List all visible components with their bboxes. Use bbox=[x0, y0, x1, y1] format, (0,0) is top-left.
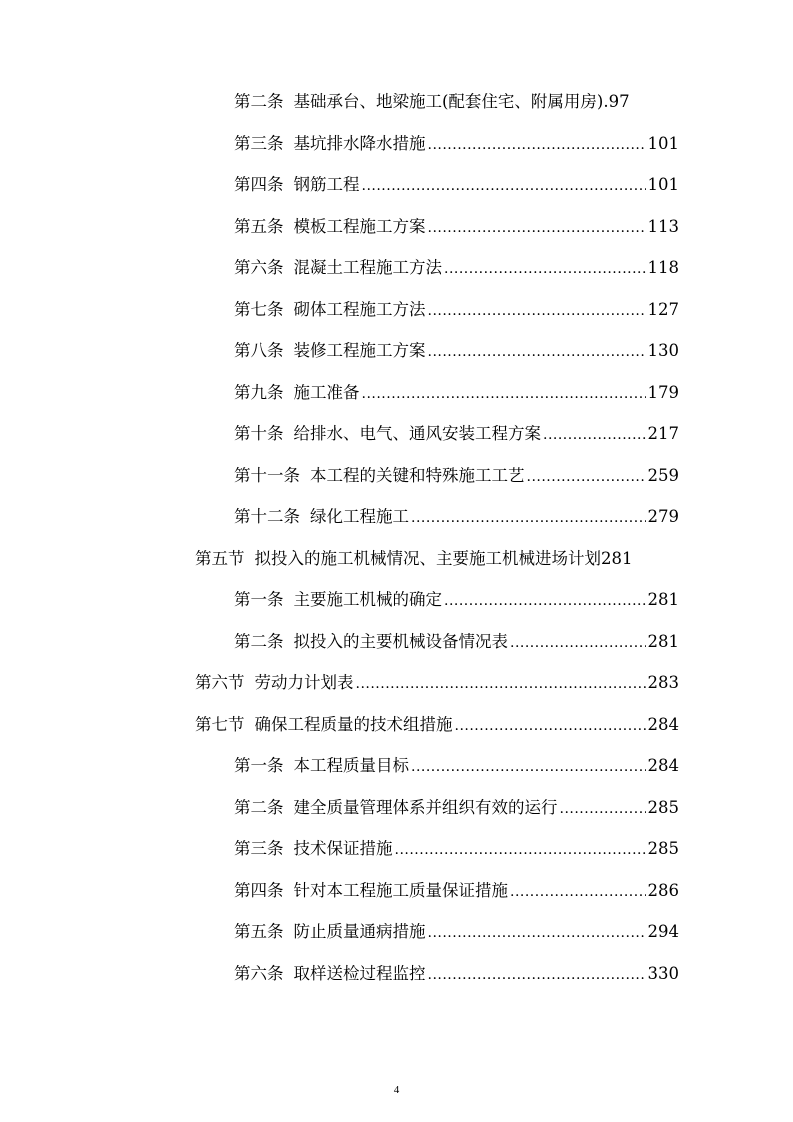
toc-entry-title: 钢筋工程 bbox=[293, 175, 360, 194]
toc-entry-page: 284 bbox=[647, 714, 679, 734]
toc-entry-page: 281 bbox=[601, 548, 633, 568]
toc-entry[interactable] bbox=[234, 503, 679, 545]
toc-entry-title: 砌体工程施工方法 bbox=[293, 299, 426, 319]
toc-entry-number: 第六条 bbox=[234, 963, 284, 983]
toc-entry-title: 拟投入的主要机械设备情况表 bbox=[293, 631, 508, 651]
toc-entry-number: 第十二条 bbox=[234, 507, 300, 526]
toc-entry-page: 281 bbox=[647, 631, 679, 651]
toc-dot-leader bbox=[543, 427, 646, 443]
toc-entry[interactable] bbox=[234, 171, 679, 213]
toc-entry-number: 第六条 bbox=[234, 258, 284, 277]
toc-dot-leader bbox=[395, 842, 646, 858]
toc-entry-page: 285 bbox=[647, 797, 679, 817]
toc-entry-title: 基坑排水降水措施 bbox=[293, 133, 426, 153]
toc-entry-title: 模板工程施工方案 bbox=[293, 216, 426, 236]
toc-entry-title: 防止质量通病措施 bbox=[293, 922, 426, 941]
toc-dot-leader bbox=[428, 220, 646, 236]
toc-entry[interactable] bbox=[234, 918, 679, 960]
toc-entry-number: 第一条 bbox=[234, 756, 284, 775]
toc-entry-page: 118 bbox=[647, 258, 679, 277]
toc-entry-number: 第五条 bbox=[234, 922, 284, 941]
toc-dot-leader bbox=[428, 344, 646, 360]
toc-entry[interactable] bbox=[234, 379, 679, 421]
toc-dot-leader bbox=[411, 510, 646, 526]
toc-dot-leader bbox=[428, 303, 646, 319]
toc-entry-number: 第三条 bbox=[234, 133, 284, 153]
toc-entry-number: 第十条 bbox=[234, 424, 284, 443]
toc-entry[interactable] bbox=[234, 794, 679, 836]
toc-entry-title: 基础承台、地梁施工(配套住宅、附属用房) bbox=[293, 92, 604, 111]
toc-entry[interactable] bbox=[234, 835, 679, 877]
toc-entry-page: 127 bbox=[647, 299, 679, 319]
toc-entry[interactable] bbox=[234, 296, 679, 338]
toc-entry-page: 259 bbox=[647, 465, 679, 485]
toc-entry[interactable] bbox=[195, 545, 679, 587]
toc-entry-title: 本工程质量目标 bbox=[293, 756, 409, 775]
toc-entry-title: 技术保证措施 bbox=[293, 839, 393, 858]
toc-dot-leader bbox=[510, 635, 646, 651]
toc-dot-leader bbox=[444, 593, 646, 609]
toc-entry-title: 针对本工程施工质量保证措施 bbox=[293, 880, 508, 900]
toc-entry[interactable] bbox=[234, 586, 679, 628]
toc-dot-leader bbox=[510, 884, 646, 900]
toc-entry-number: 第二条 bbox=[234, 797, 284, 817]
toc-entry[interactable] bbox=[234, 130, 679, 172]
toc-entry-title: 本工程的关键和特殊施工工艺 bbox=[310, 465, 525, 485]
toc-entry-title: 建全质量管理体系并组织有效的运行 bbox=[293, 797, 558, 817]
toc-dot-leader bbox=[455, 718, 646, 734]
toc-entry-number: 第六节 bbox=[195, 673, 245, 692]
toc-entry-title: 确保工程质量的技术组措施 bbox=[254, 714, 453, 734]
toc-entry-page: .97 bbox=[603, 92, 630, 111]
toc-entry-page: 113 bbox=[647, 216, 679, 236]
toc-entry-page: 281 bbox=[647, 590, 679, 609]
toc-entry-number: 第五节 bbox=[195, 548, 245, 568]
toc-entry[interactable] bbox=[234, 462, 679, 504]
toc-entry-number: 第三条 bbox=[234, 839, 284, 858]
toc-entry[interactable] bbox=[234, 213, 679, 255]
toc-entry-number: 第二条 bbox=[234, 631, 284, 651]
toc-entry-page: 101 bbox=[647, 133, 679, 153]
toc-dot-leader bbox=[444, 261, 646, 277]
toc-entry[interactable] bbox=[234, 337, 679, 379]
toc-entry[interactable] bbox=[234, 628, 679, 670]
toc-entry-page: 294 bbox=[647, 922, 679, 941]
toc-dot-leader bbox=[362, 386, 646, 402]
toc-entry[interactable] bbox=[234, 88, 679, 130]
toc-entry-page: 101 bbox=[647, 175, 679, 194]
toc-entry[interactable] bbox=[234, 960, 679, 1002]
toc-entry[interactable] bbox=[234, 877, 679, 919]
toc-entry-page: 217 bbox=[647, 424, 679, 443]
toc-dot-leader bbox=[428, 137, 646, 153]
toc-entry-page: 279 bbox=[647, 507, 679, 526]
toc-entry-number: 第七条 bbox=[234, 299, 284, 319]
toc-entry-number: 第十一条 bbox=[234, 465, 300, 485]
toc-dot-leader bbox=[560, 801, 646, 817]
toc-entry-title: 给排水、电气、通风安装工程方案 bbox=[293, 424, 541, 443]
toc-entry-title: 主要施工机械的确定 bbox=[293, 590, 442, 609]
toc-entry-number: 第七节 bbox=[195, 714, 245, 734]
toc-dot-leader bbox=[411, 759, 646, 775]
toc-dot-leader bbox=[527, 469, 646, 485]
toc-entry-title: 取样送检过程监控 bbox=[293, 963, 426, 983]
toc-entry-number: 第四条 bbox=[234, 175, 284, 194]
toc-entry-page: 130 bbox=[647, 341, 679, 360]
toc-entry[interactable] bbox=[234, 254, 679, 296]
toc-entry-title: 施工准备 bbox=[293, 382, 360, 402]
toc-entry-title: 绿化工程施工 bbox=[310, 507, 409, 526]
toc-entry-page: 286 bbox=[647, 880, 679, 900]
toc-dot-leader bbox=[428, 967, 646, 983]
toc-entry[interactable] bbox=[234, 420, 679, 462]
toc-entry-number: 第四条 bbox=[234, 880, 284, 900]
page-number: 4 bbox=[393, 1084, 400, 1096]
toc-entry-number: 第九条 bbox=[234, 382, 284, 402]
toc-entry[interactable] bbox=[195, 711, 679, 753]
toc-entry-title: 拟投入的施工机械情况、主要施工机械进场计划 bbox=[254, 548, 601, 568]
toc-dot-leader bbox=[428, 925, 646, 941]
toc-entry-number: 第一条 bbox=[234, 590, 284, 609]
toc-entry-number: 第五条 bbox=[234, 216, 284, 236]
toc-entry-number: 第二条 bbox=[234, 92, 284, 111]
toc-entry[interactable] bbox=[195, 669, 679, 711]
toc-entry-page: 283 bbox=[647, 673, 679, 692]
toc-entry-title: 劳动力计划表 bbox=[254, 673, 354, 692]
toc-dot-leader bbox=[356, 676, 646, 692]
toc-entry[interactable] bbox=[234, 752, 679, 794]
toc-entry-page: 179 bbox=[647, 382, 679, 402]
toc-entry-number: 第八条 bbox=[234, 341, 284, 360]
toc-entry-page: 284 bbox=[647, 756, 679, 775]
toc-entry-page: 285 bbox=[647, 839, 679, 858]
toc-entry-title: 装修工程施工方案 bbox=[293, 341, 426, 360]
toc-dot-leader bbox=[362, 178, 646, 194]
table-of-contents bbox=[0, 88, 793, 1001]
toc-entry-title: 混凝土工程施工方法 bbox=[293, 258, 442, 277]
toc-entry-page: 330 bbox=[647, 963, 679, 983]
